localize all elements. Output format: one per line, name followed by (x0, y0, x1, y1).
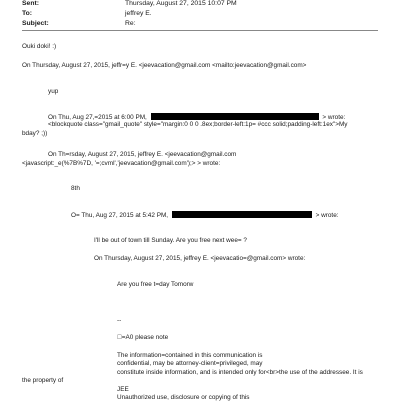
body-line-12: On Thursday, August 27, 2015, jeffrey E. <jeevacatio=@gmail.com> wrote: (94, 255, 306, 262)
subject-label: Subject: (22, 20, 49, 27)
body-line-10 (71, 211, 339, 220)
body-line-8: <javascript:_e(%7B%7D, '=;cvml','jeevacation@gmail.com');> > wrote: (22, 160, 221, 167)
body-line-1: Ouki doki! :) (22, 43, 57, 50)
body-line-10-end: > wrote: (315, 212, 339, 219)
body-line-20: JEE (117, 386, 129, 393)
body-line-4-end: > wrote: (322, 114, 346, 121)
body-line-10-start: O= Thu, Aug 27, 2015 at 5:42 PM, (71, 212, 169, 219)
body-line-16: The information=contained in this communication is (117, 352, 263, 359)
redaction-bar (151, 113, 319, 120)
header-divider (22, 30, 378, 31)
body-line-15:  =A0 please note (117, 334, 169, 341)
body-line-2: On Thursday, August 27, 2015, jeffr=y E. <jeevacation@gmail.com <mailto:jeevacation@gmail.com> (22, 62, 307, 69)
body-line-6: bday? ;)) (22, 130, 48, 137)
body-line-21: Unauthorized use, disclosure or copying of this (117, 394, 250, 401)
body-line-7: On Th=rsday, August 27, 2015, jeffrey E. <jeevacation@gmail.com (48, 151, 237, 158)
to-label: To: (22, 10, 33, 17)
body-line-11: I'll be out of town till Sunday. Are you free next wee= ? (94, 237, 247, 244)
body-line-14: -- (117, 317, 122, 324)
body-line-18: constitute inside information, and is intended only for<br>the use of the addressee. It is (117, 369, 363, 376)
body-line-17: confidential, may be attorney-client=privileged, may (117, 360, 263, 367)
body-line-3: yup (48, 88, 59, 95)
sent-value: Thursday, August 27, 2015 10:07 PM (125, 0, 237, 7)
subject-value: Re: (125, 20, 136, 27)
body-line-5: <blockquote class="gmail_quote" style="margin:0 0 0 .8ex;border-left:1p= #ccc solid;padding-left:1ex">My (48, 121, 348, 128)
body-line-19: the property of (22, 377, 64, 384)
body-line-4-start: On Thu, Aug 27,=2015 at 6:00 PM, (48, 114, 147, 121)
body-line-13: Are you free t=day Tomorw (117, 281, 194, 288)
redaction-bar (172, 211, 312, 218)
to-value: jeffrey E. (125, 10, 152, 17)
body-line-9: 8th (71, 185, 80, 192)
sent-label: Sent: (22, 0, 39, 7)
